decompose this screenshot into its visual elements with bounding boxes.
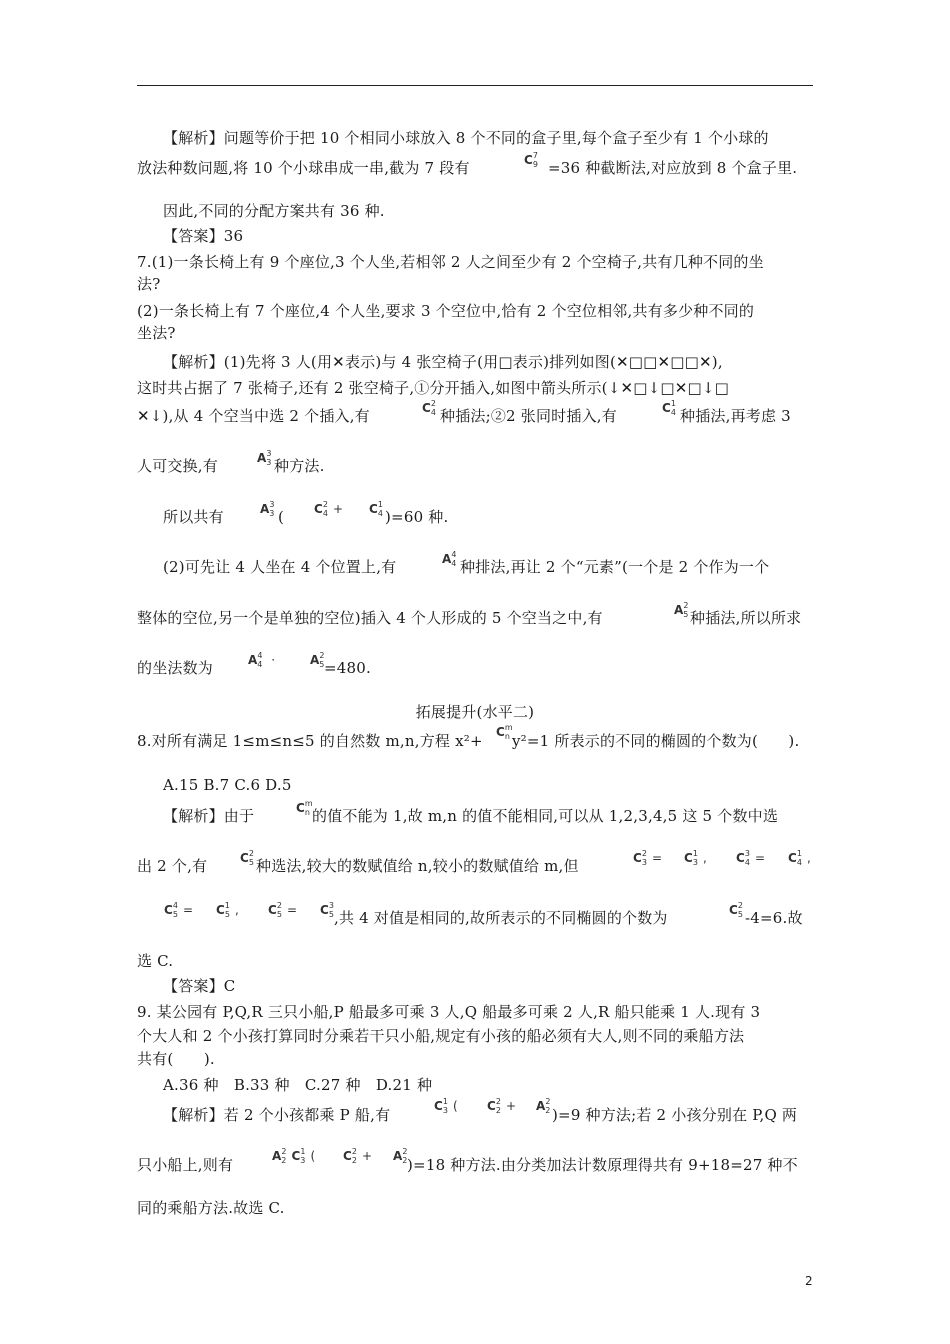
text-line: 种排法,再让 2 个“元素”(一个是 2 个作为一个 (460, 558, 770, 576)
text-line: )=9 种方法;若 2 小孩分别在 P,Q 两 (552, 1106, 798, 1124)
text-line: -4=6.故 (745, 909, 803, 927)
header-rule (137, 85, 813, 86)
formula-c97: $C_9^7$ (524, 151, 538, 169)
problem-9: 9. 某公园有 P,Q,R 三只小船,P 船最多可乘 3 人,Q 船最多可乘 2 人,R 船只能乘 1 人.现有 3 (137, 1003, 761, 1021)
answer-label: 【答案】36 (163, 227, 244, 245)
formula-c52: $C_5^2$ (729, 901, 743, 919)
formula-c31: $C_3^1$ , (684, 849, 707, 867)
text-line: 整体的空位,另一个是单独的空位)插入 4 个人形成的 5 个空当之中,有 (137, 609, 603, 627)
text-line: 的坐法数为 (137, 659, 214, 677)
text-line: 个大人和 2 个小孩打算同时分乘若干只小船,规定有小孩的船必须有大人,则不同的乘船方法 (137, 1027, 745, 1045)
text-line: 种插法;②2 张同时插入,有 (440, 407, 617, 425)
formula-c51: $C_5^1$ , (216, 901, 239, 919)
formula-a33: $A_3^3$ (257, 449, 272, 467)
formula-c52: $C_5^2$ (240, 849, 254, 867)
text-line: 【解析】若 2 个小孩都乘 P 船,有 (163, 1106, 391, 1124)
formula-a44: $A_4^4$ (442, 550, 457, 568)
text-line: 放法种数问题,将 10 个小球串成一串,截为 7 段有 (137, 159, 470, 177)
choices: A.15 B.7 C.6 D.5 (163, 776, 292, 794)
formula-c22: $C_2^2$ + (343, 1147, 373, 1165)
text-line: )=60 种. (385, 508, 449, 526)
text-line: 同的乘船方法.故选 C. (137, 1199, 285, 1217)
text-line: 坐法? (137, 324, 176, 342)
formula-c41: $C_4^1$ , (788, 849, 811, 867)
text-line: ,共 4 对值是相同的,故所表示的不同椭圆的个数为 (334, 909, 668, 927)
text-line: y²=1 所表示的不同的椭圆的个数为( ). (512, 732, 800, 750)
formula-c42: $C_4^2$ (422, 399, 436, 417)
formula-c42: $C_4^2$ + (314, 500, 344, 518)
text-line: 种插法,所以所求 (690, 609, 802, 627)
formula-a22: $A_2^2$ (393, 1147, 408, 1165)
text-line: 出 2 个,有 (137, 857, 208, 875)
formula-c53: $C_5^3$ (320, 901, 334, 919)
formula-a22c31: $A_2^2$ $C_3^1$ ( (272, 1147, 316, 1165)
formula-c31: $C_3^1$ ( (434, 1097, 458, 1115)
formula-c32: $C_3^2$ = (633, 849, 663, 867)
page-number: 2 (805, 1274, 813, 1288)
text-line: 只小船上,则有 (137, 1156, 234, 1174)
formula-cnm: $C_n^m$ (496, 723, 513, 741)
text-line: =480. (324, 659, 371, 677)
text-line: (2)一条长椅上有 7 个座位,4 个人坐,要求 3 个空位中,恰有 2 个空位相邻,共有多少种不同的 (137, 302, 755, 320)
formula-c43: $C_4^3$ = (736, 849, 766, 867)
formula-a33: $A_3^3$ (260, 500, 275, 518)
text-line: 这时共占据了 7 张椅子,还有 2 张空椅子,①分开插入,如图中箭头所示(↓✕□↓□✕□↓□ (137, 379, 730, 397)
text-line: 【解析】问题等价于把 10 个相同小球放入 8 个不同的盒子里,每个盒子至少有 1 个小球的 (163, 129, 769, 147)
text-line: 人可交换,有 (137, 457, 218, 475)
text-line: ✕↓),从 4 个空当中选 2 个插入,有 (137, 407, 370, 425)
text-line: 所以共有 (163, 508, 224, 526)
text-line: 的值不能为 1,故 m,n 的值不能相同,可以从 1,2,3,4,5 这 5 个数中选 (312, 807, 779, 825)
text-line: )=18 种方法.由分类加法计数原理得共有 9+18=27 种不 (407, 1156, 798, 1174)
formula-a22: $A_2^2$ (536, 1097, 551, 1115)
formula-c54: $C_5^4$ = (164, 901, 194, 919)
text-line: 法? (137, 275, 161, 293)
text-line: 种选法,较大的数赋值给 n,较小的数赋值给 m,但 (256, 857, 579, 875)
problem-8: 8.对所有满足 1≤m≤n≤5 的自然数 m,n,方程 x²+ (137, 732, 483, 750)
text-line: 共有( ). (137, 1050, 215, 1068)
formula-cnm: $C_n^m$ (296, 799, 313, 817)
formula-a52: $A_5^2$ (310, 651, 325, 669)
problem-7: 7.(1)一条长椅上有 9 个座位,3 个人坐,若相邻 2 人之间至少有 2 个空椅子,共有几种不同的坐 (137, 253, 764, 271)
text-line: 因此,不同的分配方案共有 36 种. (163, 202, 385, 220)
formula-c22: $C_2^2$ + (487, 1097, 517, 1115)
formula-c41: $C_4^1$ (369, 500, 383, 518)
formula-a44: $A_4^4$ · (248, 651, 276, 669)
text-line: =36 种截断法,对应放到 8 个盒子里. (548, 159, 798, 177)
text-line: 【解析】(1)先将 3 人(用✕表示)与 4 张空椅子(用□表示)排列如图(✕□□✕□□✕), (163, 353, 723, 371)
answer-label: 【答案】C (163, 977, 236, 995)
formula-c41: $C_4^1$ (662, 399, 676, 417)
section-heading: 拓展提升(水平二) (415, 703, 535, 721)
choices: A.36 种 B.33 种 C.27 种 D.21 种 (163, 1076, 433, 1094)
formula-a52: $A_5^2$ (674, 601, 689, 619)
text-line: 选 C. (137, 952, 174, 970)
text-line: (2)可先让 4 人坐在 4 个位置上,有 (163, 558, 397, 576)
text-line: ( (278, 508, 285, 526)
formula-c52: $C_5^2$ = (268, 901, 298, 919)
text-line: 种插法,再考虑 3 (680, 407, 791, 425)
text-line: 【解析】由于 (163, 807, 255, 825)
text-line: 种方法. (274, 457, 325, 475)
